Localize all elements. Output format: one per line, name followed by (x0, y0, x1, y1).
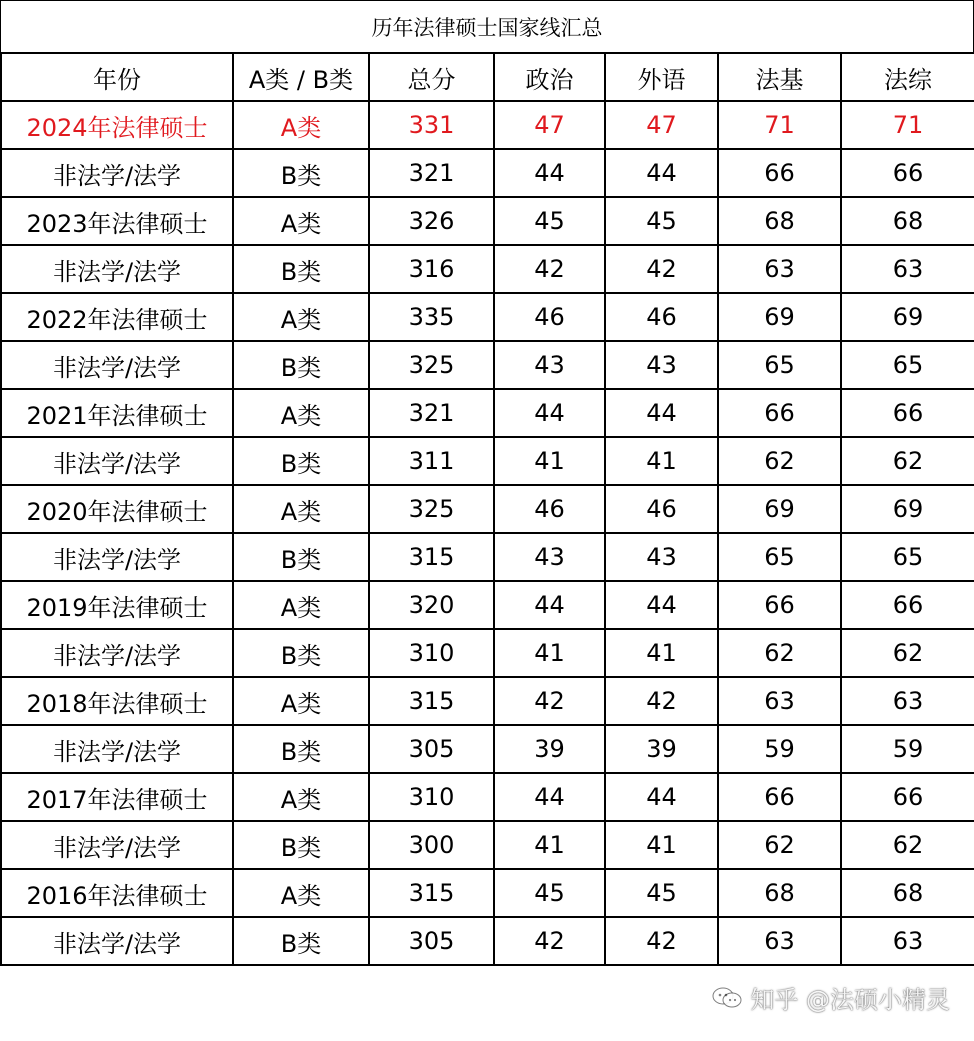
column-header-law-basic: 法基 (718, 53, 841, 101)
cell-foreign-language: 41 (605, 629, 718, 677)
cell-total: 305 (369, 725, 494, 773)
table-row (1, 725, 974, 773)
cell-category: A类 (233, 485, 369, 533)
cell-category: B类 (233, 341, 369, 389)
cell-politics: 44 (494, 389, 605, 437)
cell-total: 311 (369, 437, 494, 485)
cell-law-basic: 65 (718, 533, 841, 581)
cell-year: 2016年法律硕士 (1, 869, 233, 917)
column-header-law-comprehensive: 法综 (841, 53, 974, 101)
cell-year: 非法学/法学 (1, 149, 233, 197)
cell-law-basic: 65 (718, 341, 841, 389)
cell-total: 315 (369, 677, 494, 725)
cell-year: 2020年法律硕士 (1, 485, 233, 533)
cell-politics: 39 (494, 725, 605, 773)
cell-year: 2018年法律硕士 (1, 677, 233, 725)
cell-politics: 41 (494, 437, 605, 485)
table-row (1, 773, 974, 821)
cell-law-basic: 63 (718, 917, 841, 965)
table-row (1, 341, 974, 389)
cell-total: 326 (369, 197, 494, 245)
cell-law-comprehensive: 68 (841, 869, 974, 917)
cell-category: A类 (233, 101, 369, 149)
cell-foreign-language: 43 (605, 533, 718, 581)
cell-year: 非法学/法学 (1, 533, 233, 581)
cell-law-basic: 66 (718, 581, 841, 629)
table-title: 历年法律硕士国家线汇总 (0, 0, 974, 52)
table-row (1, 389, 974, 437)
cell-year: 2021年法律硕士 (1, 389, 233, 437)
cell-politics: 43 (494, 341, 605, 389)
cell-law-basic: 69 (718, 485, 841, 533)
cell-law-comprehensive: 68 (841, 197, 974, 245)
cell-total: 315 (369, 533, 494, 581)
cell-politics: 42 (494, 677, 605, 725)
cell-politics: 42 (494, 245, 605, 293)
cell-foreign-language: 44 (605, 581, 718, 629)
cell-law-comprehensive: 63 (841, 677, 974, 725)
cell-total: 335 (369, 293, 494, 341)
cell-category: B类 (233, 725, 369, 773)
cell-law-comprehensive: 65 (841, 341, 974, 389)
cell-total: 300 (369, 821, 494, 869)
cell-year: 非法学/法学 (1, 917, 233, 965)
table-row (1, 869, 974, 917)
cell-law-basic: 69 (718, 293, 841, 341)
cell-total: 325 (369, 485, 494, 533)
cell-category: A类 (233, 581, 369, 629)
cell-year: 2019年法律硕士 (1, 581, 233, 629)
cell-year: 非法学/法学 (1, 341, 233, 389)
table-row (1, 581, 974, 629)
cell-law-comprehensive: 71 (841, 101, 974, 149)
cell-law-basic: 66 (718, 773, 841, 821)
column-header-foreign-language: 外语 (605, 53, 718, 101)
cell-category: B类 (233, 437, 369, 485)
cell-category: B类 (233, 245, 369, 293)
cell-category: B类 (233, 629, 369, 677)
column-header-total: 总分 (369, 53, 494, 101)
cell-year: 非法学/法学 (1, 821, 233, 869)
cell-politics: 41 (494, 821, 605, 869)
cell-politics: 45 (494, 869, 605, 917)
table-row (1, 629, 974, 677)
cell-law-comprehensive: 66 (841, 581, 974, 629)
cell-category: A类 (233, 293, 369, 341)
cell-law-comprehensive: 66 (841, 773, 974, 821)
cell-total: 305 (369, 917, 494, 965)
cell-law-comprehensive: 62 (841, 437, 974, 485)
cell-category: B类 (233, 533, 369, 581)
cell-foreign-language: 42 (605, 245, 718, 293)
cell-politics: 43 (494, 533, 605, 581)
table-row (1, 533, 974, 581)
cell-foreign-language: 44 (605, 389, 718, 437)
cell-law-comprehensive: 62 (841, 821, 974, 869)
cell-year: 2023年法律硕士 (1, 197, 233, 245)
cell-law-basic: 66 (718, 389, 841, 437)
table-row (1, 437, 974, 485)
cell-foreign-language: 44 (605, 149, 718, 197)
cell-law-basic: 71 (718, 101, 841, 149)
cell-total: 310 (369, 629, 494, 677)
cell-year: 非法学/法学 (1, 245, 233, 293)
cell-category: A类 (233, 677, 369, 725)
column-header-politics: 政治 (494, 53, 605, 101)
cell-category: B类 (233, 149, 369, 197)
cell-year: 2017年法律硕士 (1, 773, 233, 821)
table-row (1, 485, 974, 533)
cell-politics: 47 (494, 101, 605, 149)
cell-politics: 42 (494, 917, 605, 965)
table-row (1, 821, 974, 869)
cell-foreign-language: 46 (605, 485, 718, 533)
table-row (1, 293, 974, 341)
cell-law-comprehensive: 63 (841, 245, 974, 293)
national-line-table (0, 52, 974, 966)
cell-total: 310 (369, 773, 494, 821)
cell-total: 321 (369, 149, 494, 197)
cell-law-comprehensive: 66 (841, 149, 974, 197)
cell-law-basic: 62 (718, 821, 841, 869)
cell-politics: 46 (494, 293, 605, 341)
cell-foreign-language: 41 (605, 437, 718, 485)
cell-total: 331 (369, 101, 494, 149)
cell-year: 非法学/法学 (1, 629, 233, 677)
cell-law-basic: 68 (718, 869, 841, 917)
cell-category: B类 (233, 917, 369, 965)
cell-total: 320 (369, 581, 494, 629)
cell-category: A类 (233, 773, 369, 821)
cell-total: 321 (369, 389, 494, 437)
cell-law-comprehensive: 62 (841, 629, 974, 677)
column-header-category: A类 / B类 (233, 53, 369, 101)
cell-foreign-language: 42 (605, 917, 718, 965)
cell-foreign-language: 45 (605, 197, 718, 245)
cell-law-comprehensive: 69 (841, 293, 974, 341)
cell-foreign-language: 43 (605, 341, 718, 389)
cell-total: 315 (369, 869, 494, 917)
table-body (1, 101, 974, 965)
cell-politics: 46 (494, 485, 605, 533)
cell-foreign-language: 47 (605, 101, 718, 149)
cell-foreign-language: 41 (605, 821, 718, 869)
table-row (1, 917, 974, 965)
table-row (1, 149, 974, 197)
cell-law-basic: 62 (718, 629, 841, 677)
cell-year: 非法学/法学 (1, 725, 233, 773)
cell-politics: 45 (494, 197, 605, 245)
header-row (1, 53, 974, 101)
cell-year: 非法学/法学 (1, 437, 233, 485)
cell-category: A类 (233, 389, 369, 437)
cell-law-basic: 68 (718, 197, 841, 245)
cell-category: A类 (233, 869, 369, 917)
cell-total: 325 (369, 341, 494, 389)
cell-law-comprehensive: 69 (841, 485, 974, 533)
cell-total: 316 (369, 245, 494, 293)
cell-law-comprehensive: 59 (841, 725, 974, 773)
watermark (712, 980, 950, 1015)
cell-law-basic: 59 (718, 725, 841, 773)
cell-law-comprehensive: 63 (841, 917, 974, 965)
column-header-year: 年份 (1, 53, 233, 101)
cell-foreign-language: 44 (605, 773, 718, 821)
cell-politics: 44 (494, 581, 605, 629)
watermark-text: 知乎 @法硕小精灵 (750, 986, 950, 1014)
cell-law-comprehensive: 66 (841, 389, 974, 437)
cell-foreign-language: 45 (605, 869, 718, 917)
cell-foreign-language: 46 (605, 293, 718, 341)
cell-politics: 44 (494, 149, 605, 197)
table-row (1, 245, 974, 293)
cell-politics: 44 (494, 773, 605, 821)
chat-icon (712, 986, 742, 1010)
cell-category: A类 (233, 197, 369, 245)
cell-foreign-language: 39 (605, 725, 718, 773)
table-row (1, 197, 974, 245)
cell-foreign-language: 42 (605, 677, 718, 725)
cell-category: B类 (233, 821, 369, 869)
cell-year: 2024年法律硕士 (1, 101, 233, 149)
table-row (1, 101, 974, 149)
cell-law-basic: 63 (718, 245, 841, 293)
cell-law-basic: 66 (718, 149, 841, 197)
table-row (1, 677, 974, 725)
cell-law-comprehensive: 65 (841, 533, 974, 581)
cell-year: 2022年法律硕士 (1, 293, 233, 341)
cell-law-basic: 62 (718, 437, 841, 485)
cell-law-basic: 63 (718, 677, 841, 725)
cell-politics: 41 (494, 629, 605, 677)
